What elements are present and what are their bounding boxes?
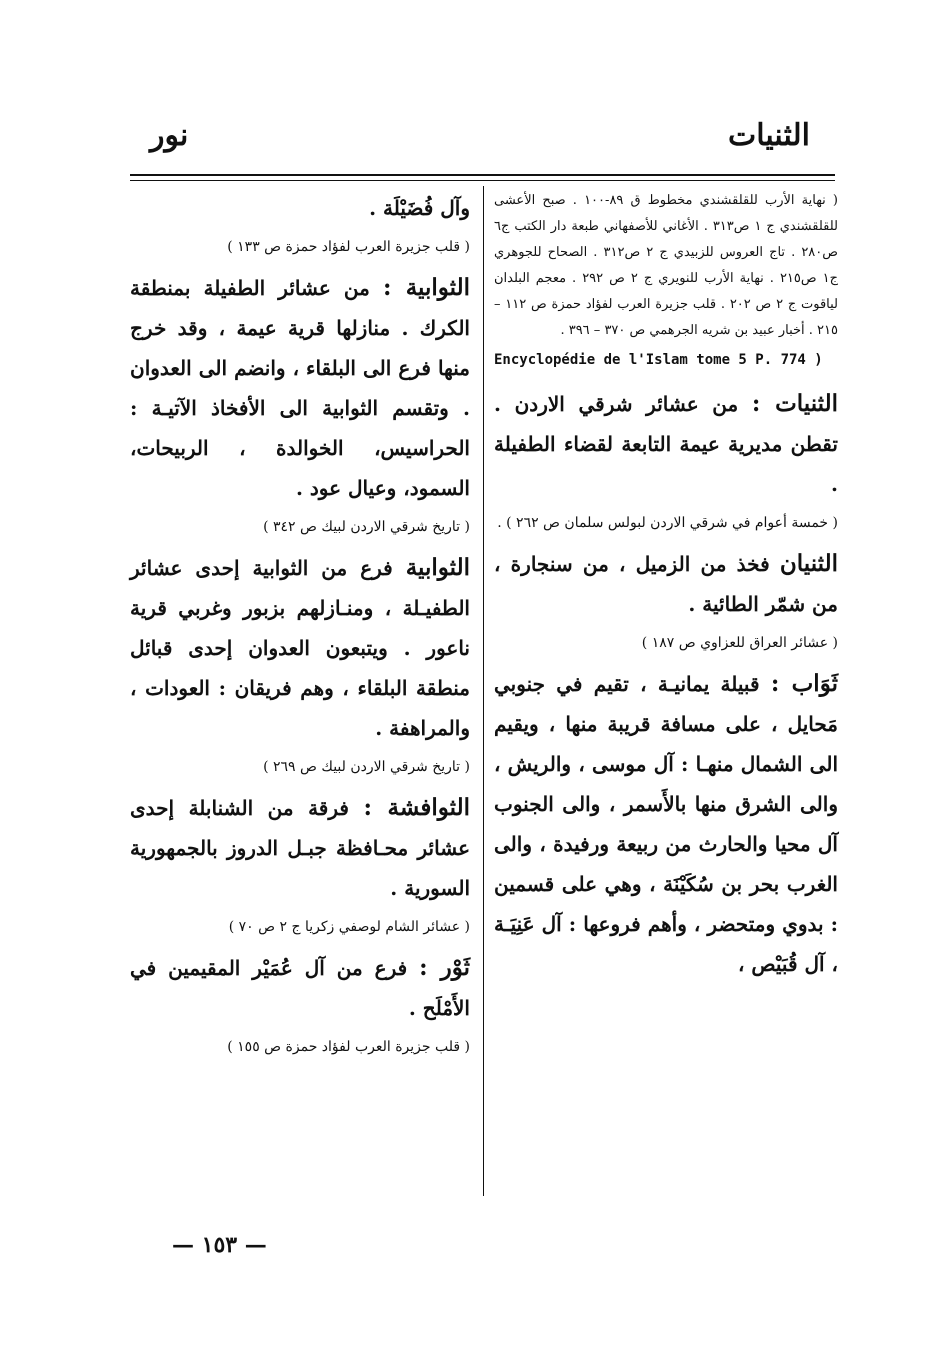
running-header-right: الثنيات <box>727 118 810 153</box>
reference-note: ( تاريخ شرقي الاردن لبيك ص ٢٦٩ ) <box>263 759 470 775</box>
reference-note: ( عشائر الشام لوصفي زكريا ج ٢ ص ٧٠ ) <box>228 919 470 935</box>
reference-note: ( قلب جزيرة العرب لفؤاد حمزة ص ١٣٣ ) <box>227 239 470 255</box>
column-divider <box>483 186 484 1196</box>
header-rule-thick <box>130 174 835 176</box>
entry-paragraph <box>494 664 838 984</box>
entry-paragraph <box>130 788 470 908</box>
reference-note: ( قلب جزيرة العرب لفؤاد حمزة ص ١٥٥ ) <box>227 1039 470 1055</box>
entry-heading: الثوافشة : <box>363 794 471 821</box>
entry-text: فرع من آل عُمَيْر المقيمين في الأَمْلَح . <box>130 956 470 1020</box>
entry-text: من عشائر شرقي الاردن . تقطن مديرية عيمة التابعة لقضاء الطفيلة . <box>494 392 838 496</box>
entry-paragraph <box>130 948 470 1028</box>
reference-note: ( نهاية الأرب للقلقشندي مخطوط ق ٨٩-١٠٠ . صبح الأعشى للقلقشندي ج ١ ص٣١٣ . الأغاني للأصفهاني طبعة دار الكتب ج٦ ص٢٨٠ . تاج العروس للزبيدي ج ٢ ص٣١٢ . الصحاح للجوهري ج١ ص٢١٥ . نهاية الأرب للنويري ج ٢ ص ٢٩٢ . معجم البلدان لياقوت ج ٢ ص ٢٠٢ . قلب جزيرة العرب لفؤاد حمزة ص ١١٢ – ٢١٥ . أخبار عبيد بن شريه الجرهمي ص ٣٧٠ – ٣٩٦ . <box>494 193 839 338</box>
entry-heading: الثوابية : <box>383 274 471 301</box>
entry-heading: الثوابية <box>405 554 471 581</box>
running-header-left: نور <box>150 118 189 153</box>
entry-text: قبيلة يمانيـة ، تقيم في جنوبي مَحايل ، على مسافة قريبة منها ، ويقيم الى الشمال منهـا : آل موسى ، والريش ، والى الشرق منها بالأَسمر ، والى الجنوب آل محيا والحارث من ربيعة ورفيدة ، والى الغرب بحر بن سُكَيْنَة ، وهي على قسمين : بدوي ومتحضر ، وأهم فروعها : آل عَنِيَـة ، آل قُبَيْص ، <box>494 672 838 976</box>
entry-heading: ثَوْر : <box>419 954 470 981</box>
entry-paragraph <box>130 548 470 748</box>
entry-text: فرع من الثوابية إحدى عشائر الطفيـلة ، ومنـازلهم بزبور وغربي قرية ناعور . ويتبعون العدوان إحدى قبائل منطقة البلقاء ، وهم فريقان : العودات ، والمراهفة . <box>130 556 470 740</box>
entry-heading: ثَوَاب : <box>770 670 838 697</box>
entry-paragraph <box>494 544 838 624</box>
reference-note: ( خمسة أعوام في شرقي الاردن لبولس سلمان ص ٢٦٢ ) . <box>497 515 838 531</box>
entry-paragraph <box>494 384 838 504</box>
page-number: — ١٥٣ — <box>172 1232 267 1258</box>
entry-text: فخذ من الزميل ، من سنجارة ، من شمّر الطائية . <box>494 552 838 616</box>
entry-paragraph <box>130 268 470 508</box>
reference-note: ( عشائر العراق للعزاوي ص ١٨٧ ) <box>641 635 838 651</box>
entry-heading: الثنيان <box>779 550 838 577</box>
entry-text: من عشائر الطفيلة بمنطقة الكرك . منازلها قرية عيمة ، وقد خرج منها فرع الى البلقاء ، وانضم الى العدوان . وتقسم الثوابية الى الأفخاذ الآتيـة : الحراسيس، الخوالدة ، الربيحات، السمود، وعيال عود . <box>130 276 470 500</box>
right-column <box>494 188 838 990</box>
entry-heading: الثنيات : <box>751 390 838 417</box>
left-column <box>130 188 470 1068</box>
reference-note: ( تاريخ شرقي الاردن لبيك ص ٣٤٢ ) <box>263 519 470 535</box>
entry-text: فرقة من الشنابلة إحدى عشائر محـافظة جبـل الدروز بالجمهورية السورية . <box>130 796 470 900</box>
latin-reference: Encyclopédie de l'Islam tome 5 P. 774 ) <box>494 352 823 368</box>
entry-continuation: وآل فُضَيْلَة . <box>369 196 470 220</box>
header-rule-thin <box>130 180 835 181</box>
